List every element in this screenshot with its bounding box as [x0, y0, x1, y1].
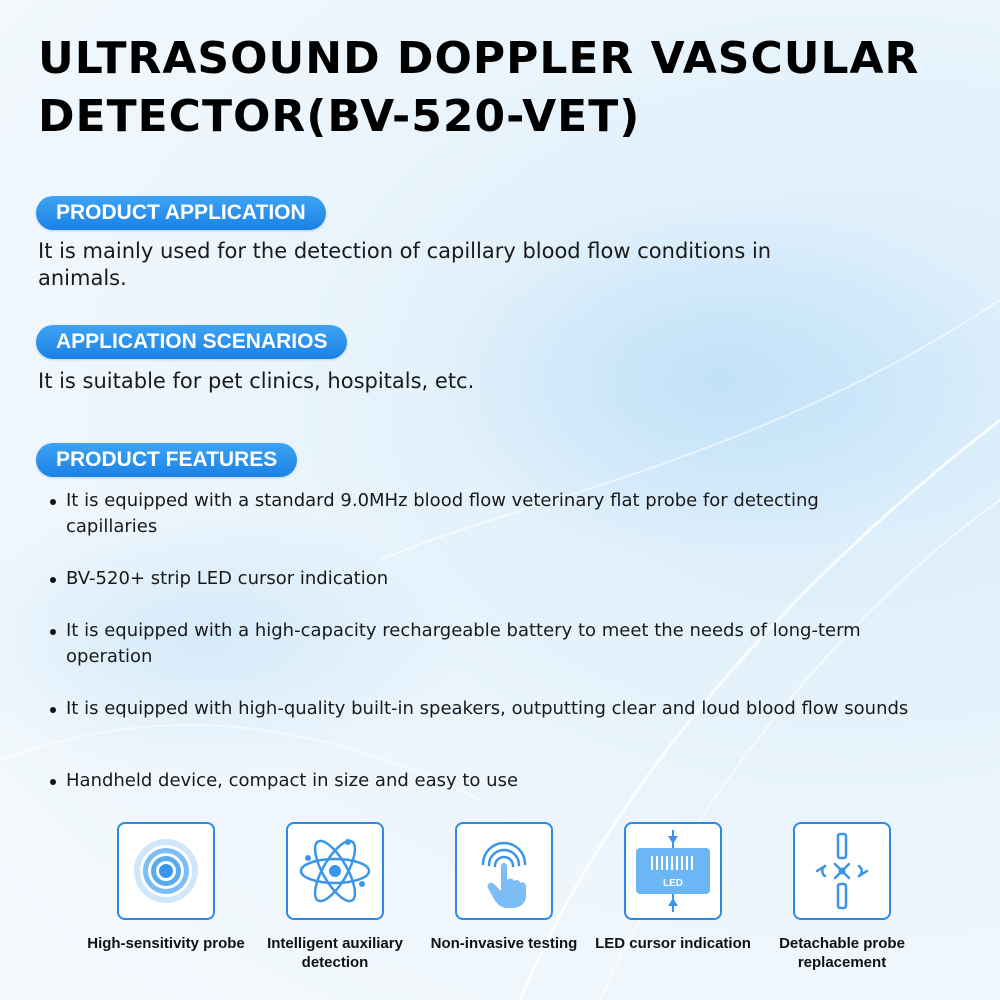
non-invasive-testing-label: Non-invasive testing [430, 935, 578, 952]
target-rings-icon [119, 824, 213, 918]
touch-finger-icon [457, 824, 551, 918]
high-sensitivity-probe-label: High-sensitivity probe [87, 935, 245, 952]
application-scenarios-text: It is suitable for pet clinics, hospitals, etc. [38, 369, 475, 393]
intelligent-detection-label: Intelligent auxiliary detection [267, 935, 403, 971]
non-invasive-testing-card [455, 822, 553, 920]
feature-item-probe: It is equipped with a standard 9.0MHz blood flow veterinary flat probe for detecting capillaries [48, 488, 866, 540]
detach-probe-icon [795, 824, 889, 918]
section-heading-product-application: PRODUCT APPLICATION [36, 196, 326, 230]
feature-item-handheld: Handheld device, compact in size and easy to use [48, 768, 866, 794]
product-application-text: It is mainly used for the detection of capillary blood flow conditions in animals. [38, 239, 772, 290]
feature-item-battery: It is equipped with a high-capacity rechargeable battery to meet the needs of long-term operation [48, 618, 866, 670]
led-bar-icon [626, 824, 720, 918]
detachable-probe-label: Detachable probe replacement [779, 935, 905, 971]
feature-item-led: BV-520+ strip LED cursor indication [48, 566, 866, 592]
detachable-probe-card [793, 822, 891, 920]
led-cursor-indication-card [624, 822, 722, 920]
led-badge-text: LED [663, 878, 683, 889]
atom-icon [288, 824, 382, 918]
intelligent-detection-card [286, 822, 384, 920]
led-cursor-indication-label: LED cursor indication [595, 935, 751, 952]
feature-item-speakers: It is equipped with high-quality built-in speakers, outputting clear and loud blood flow sounds [48, 696, 916, 722]
high-sensitivity-probe-card [117, 822, 215, 920]
page-title: ULTRASOUND DOPPLER VASCULAR DETECTOR(BV-520-VET) [38, 33, 920, 142]
section-heading-application-scenarios: APPLICATION SCENARIOS [36, 325, 347, 359]
section-heading-product-features: PRODUCT FEATURES [36, 443, 297, 477]
